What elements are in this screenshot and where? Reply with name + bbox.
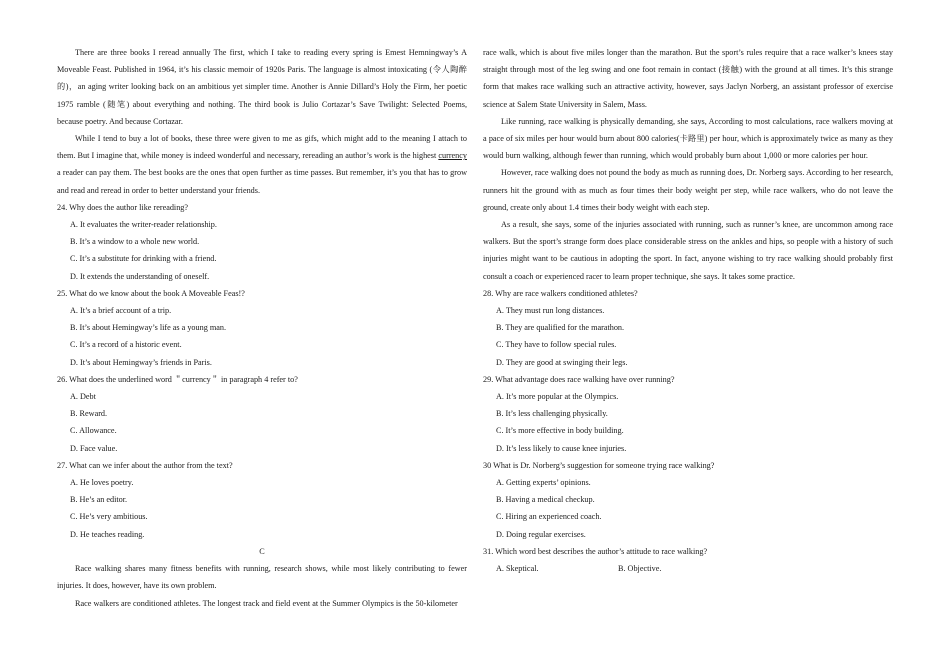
option: A. It evaluates the writer-reader relationship. (70, 220, 217, 230)
option: A. Skeptical. (496, 564, 539, 574)
paragraph: Race walking shares many fitness benefits with running, research shows, while most likely contributing to fewer injuries. It does, however, have its own problem. (57, 564, 467, 591)
option: B. Having a medical checkup. (496, 495, 595, 505)
option: B. It’s less challenging physically. (496, 409, 608, 419)
question-26: 26. What does the underlined word ＂currency＂ in paragraph 4 refer to? (57, 374, 298, 384)
option: B. They are qualified for the marathon. (496, 323, 625, 333)
question-25: 25. What do we know about the book A Moveable Feas!? (57, 288, 245, 298)
paragraph: Race walkers are conditioned athletes. The longest track and field event at the Summer Olympics is the 50-kilometer (75, 598, 458, 608)
paragraph: race walk, which is about five miles longer than the marathon. But the sport’s rules require that a race walker’s knees stay straight through most of the leg swing and one foot remain in contact (接触) with the ground at all times. It’s this strange form that makes race walking such an attractive activity, however, says Jaclyn Norberg, an assistant professor of exercise science at Salem State University in Salem, Mass. (483, 48, 893, 109)
option: C. It’s more effective in body building. (496, 426, 624, 436)
option: C. They have to follow special rules. (496, 340, 617, 350)
option: B. It’s a window to a whole new world. (70, 237, 200, 247)
paragraph: There are three books I reread annually The first, which I take to reading every spring is Emest Hemningway’s A Moveable Feast. Published in 1964, it’s his classic memoir of 1920s Paris. The language is almost intoxicating (令人陶醉的)，an aging writer looking back on an ambitious yet simpler time. Another is Annie Dillard’s Holy the Firm, her poetic 1975 ramble (随笔) about everything and nothing. The third book is Julio Cortazar’s Save Twilight: Selected Poems, because poetry. And because Cortazar. (57, 48, 467, 126)
underlined-word: currency (438, 151, 467, 161)
paragraph: Like running, race walking is physically demanding, she says, According to most calculations, race walkers moving at a pace of six miles per hour would burn about 800 calories(卡路里) per hour, which is approximately twice as many as they would burn walking, although fewer than running, which would probably burn about 1,000 or more calories per hour. (483, 116, 893, 161)
question-29: 29. What advantage does race walking have over running? (483, 374, 675, 384)
option: D. It’s less likely to cause knee injuries. (496, 443, 627, 453)
option: C. It’s a substitute for drinking with a friend. (70, 254, 217, 264)
option: A. It’s a brief account of a trip. (70, 306, 172, 316)
question-30: 30 What is Dr. Norberg’s suggestion for someone trying race walking? (483, 460, 715, 470)
option: C. He’s very ambitious. (70, 512, 148, 522)
option: B. Reward. (70, 409, 108, 419)
option: D. Face value. (70, 443, 118, 453)
text-run: a reader can pay them. The best books are the ones that open further as time passes. But remember, it’s you that has to grow and read and reread in order to better understand your friends. (57, 168, 467, 195)
option: D. It’s about Hemingway’s friends in Paris. (70, 357, 212, 367)
section-heading: C (259, 546, 265, 556)
option: A. Debt (70, 392, 96, 402)
option: B. It’s about Hemingway’s life as a young man. (70, 323, 226, 333)
option: A. Getting experts’ opinions. (496, 478, 591, 488)
option: D. Doing regular exercises. (496, 529, 586, 539)
option: C. Hiring an experienced coach. (496, 512, 602, 522)
question-27: 27. What can we infer about the author from the text? (57, 460, 233, 470)
question-28: 28. Why are race walkers conditioned athletes? (483, 288, 638, 298)
right-column (483, 44, 893, 577)
question-24: 24. Why does the author like rereading? (57, 202, 189, 212)
option: D. It extends the understanding of oneself. (70, 271, 210, 281)
option: B. He’s an editor. (70, 495, 128, 505)
question-31: 31. Which word best describes the author’s attitude to race walking? (483, 546, 708, 556)
paragraph (57, 130, 467, 199)
left-column (57, 44, 467, 612)
option: A. He loves poetry. (70, 478, 134, 488)
text-run: While I tend to buy a lot of books, these three were given to me as gifs, which might add to the meaning I attach to them. But I imagine that, while money is indeed wonderful and necessary, rereading an author’s work is the highest (57, 134, 467, 161)
option: B. Objective. (618, 564, 662, 574)
option: A. They must run long distances. (496, 306, 605, 316)
option: A. It’s more popular at the Olympics. (496, 392, 619, 402)
option: C. It’s a record of a historic event. (70, 340, 182, 350)
paragraph: As a result, she says, some of the injuries associated with running, such as runner’s knee, are uncommon among race walkers. But the sport’s strange form does place considerable stress on the ankles and hips, so people with a history of such injuries might want to be cautious in adopting the sport. In fact, anyone wishing to try race walking should probably first consult a coach or experienced racer to learn proper technique, she says. It takes some practice. (483, 220, 893, 281)
option-row (483, 560, 893, 577)
option: C. Allowance. (70, 426, 117, 436)
option: D. They are good at swinging their legs. (496, 357, 628, 367)
option: D. He teaches reading. (70, 529, 145, 539)
paragraph: However, race walking does not pound the body as much as running does, Dr. Norberg says. According to her research, runners hit the ground with as much as four times their body weight per step, while race walkers, who do not leave the ground, create only about 1.4 times their body weight with each step. (483, 168, 893, 212)
